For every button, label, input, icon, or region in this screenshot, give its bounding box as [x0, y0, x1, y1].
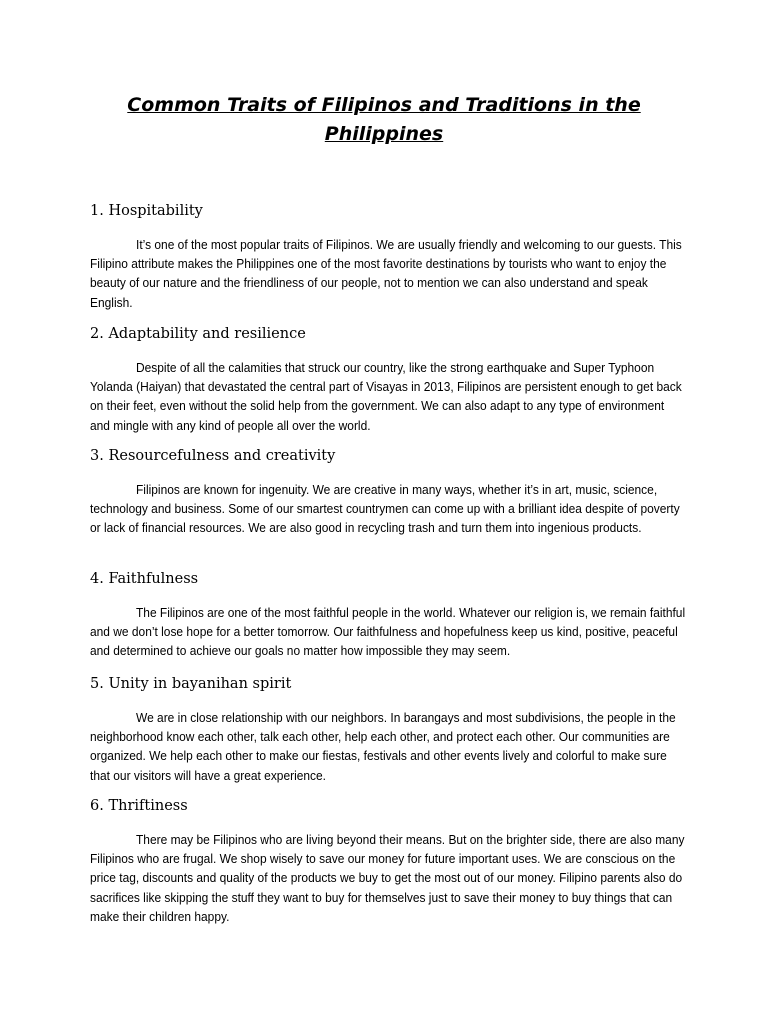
section-body: The Filipinos are one of the most faithful people in the world. Whatever our religion is, we remain faithful and we don’t lose hope for a better tomorrow. Our faithfulness and hopefulness keep us kind, positive, peaceful and determined to achieve our goals no matter how impossible they may seem. — [90, 605, 686, 659]
section-hospitability — [90, 201, 684, 312]
section-adaptability — [90, 324, 684, 435]
section-faithfulness — [90, 569, 684, 661]
section-body: Despite of all the calamities that struck our country, like the strong earthquake and Super Typhoon Yolanda (Haiyan) that devastated the central part of Visayas in 2013, Filipinos are persistent enough to get back on their feet, even without the solid help from the government. We can also adapt to any type of environment and mingle with any kind of people all over the world. — [90, 360, 682, 433]
section-body: We are in close relationship with our neighbors. In barangays and most subdivisions, the people in the neighborhood know each other, talk each other, help each other, and protect each other. Our communities are organized. We help each other to make our fiestas, festivals and other events lively and colorful to make sure that our visitors will have a great experience. — [90, 710, 676, 783]
section-heading: 3. Resourcefulness and creativity — [90, 448, 336, 464]
section-body: There may be Filipinos who are living beyond their means. But on the brighter side, there are also many Filipinos who are frugal. We shop wisely to save our money for future important uses. We are conscious on the price tag, discounts and quality of the products we buy to get the most out of our money. Filipino parents also do sacrifices like skipping the stuff they want to buy for themselves just to save their money to buy things that can make their children happy. — [90, 832, 685, 924]
document-title: Common Traits of Filipinos and Traditions in the Philippines — [127, 94, 641, 145]
section-heading: 1. Hospitability — [90, 203, 203, 219]
section-heading: 5. Unity in bayanihan spirit — [90, 676, 292, 692]
section-body: It’s one of the most popular traits of Filipinos. We are usually friendly and welcoming to our guests. This Filipino attribute makes the Philippines one of the most favorite destinations by tourists who want to enjoy the beauty of our nature and the friendliness of our people, not to mention we can also understand and speak English. — [90, 237, 682, 310]
section-heading: 6. Thriftiness — [90, 798, 188, 814]
section-resourcefulness — [90, 446, 684, 538]
section-body: Filipinos are known for ingenuity. We are creative in many ways, whether it’s in art, music, science, technology and business. Some of our smartest countrymen can come up with a brilliant idea despite of poverty or lack of financial resources. We are also good in recycling trash and turn them into ingenious products. — [90, 482, 680, 536]
section-unity — [90, 674, 684, 785]
section-heading: 4. Faithfulness — [90, 571, 199, 587]
section-thriftiness — [90, 796, 684, 926]
section-heading: 2. Adaptability and resilience — [90, 326, 306, 342]
